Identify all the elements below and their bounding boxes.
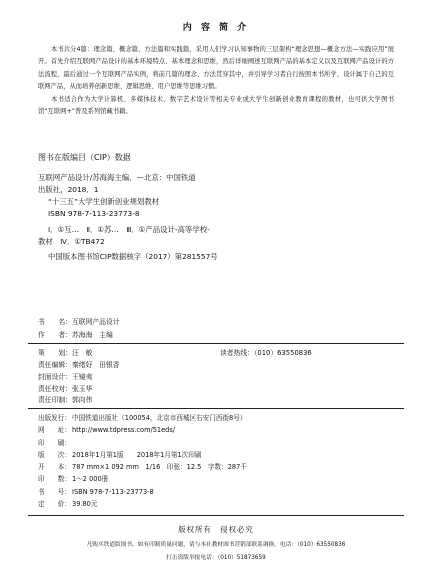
publishing-value: 787 mm×1 092 mm 1/16 印张：12.5 字数：287千 (72, 463, 247, 472)
print-manager-label: 责任印制： (38, 396, 72, 404)
cip-line: 中国版本图书馆CIP数据核字（2017）第281557号 (48, 252, 218, 262)
print-manager-value: 郭向伟 (72, 396, 93, 404)
cip-line: 出版社，2018．1 (38, 184, 99, 194)
publishing-label: 版 次： (38, 450, 71, 459)
cip-heading: 图书在版编目（CIP）数据 (38, 153, 131, 162)
publishing-row (38, 473, 408, 485)
editor-row (38, 361, 120, 370)
planner-label: 策 划： (38, 349, 72, 357)
publishing-label: 出版发行： (38, 414, 71, 422)
publishing-row (38, 424, 408, 436)
publishing-row (38, 486, 408, 498)
publishing-label: 开 本： (38, 463, 71, 472)
book-author-label: 作 者： (38, 331, 72, 339)
book-name-label: 书 名： (38, 318, 72, 326)
intro-paragraph-2: 本书适合作为大学计算机、多媒体技术、数字艺术设计等相关专业或大学生创新创业教育课程的教材，也可供大学图书馆“互联网+”普及系列馆藏书籍。 (38, 95, 394, 116)
editor-label: 责任编辑： (38, 361, 72, 369)
book-name-row (38, 318, 120, 327)
cover-design-label: 封面设计： (38, 373, 72, 381)
print-manager-row (38, 396, 92, 405)
divider (28, 515, 404, 516)
intro-paragraph-1: 本书共分4篇：理念篇、概念篇、方法篇和实践篇，采用人们学习认知事物的三层架构“理念思想—概念方法—实践应用”展开。首先介绍互联网产品设计的基本环境特点、基本理念和思维，然后详细阐述互联网产品的基本定义以及互联网产品设计的方法流程，最后通过一个互联网产品实例，将前几篇的理念、方法贯穿其中，并引导学习者自行按照本书所学，设计属于自己的互联网产品，从而培养创新思维、逻辑思维、用户思维等思维习惯。 (38, 46, 394, 91)
publishing-row (38, 412, 408, 424)
divider (28, 343, 404, 344)
publishing-row (38, 437, 408, 449)
publishing-row (38, 498, 408, 510)
book-author-value: 苏海海 主编 (72, 331, 113, 339)
divider (28, 408, 404, 409)
cip-line: “十三五”大学生创新创业规划教材 (48, 196, 160, 206)
publishing-label: 书 号： (38, 487, 71, 496)
publishing-row (38, 449, 408, 461)
publishing-value: 2018年1月第1版 2018年1月第1次印刷 (72, 450, 202, 459)
book-name-value: 互联网产品设计 (72, 318, 120, 326)
cip-line: 教材 Ⅳ．①TB472 (38, 236, 105, 246)
cover-design-value: 王镜夷 (72, 373, 93, 381)
editor-value: 秦绪好 田银香 (72, 361, 120, 369)
publishing-value: ISBN 978-7-113-23773-8 (72, 487, 154, 496)
website-link[interactable]: http://www.tdpress.com/51eds/ (72, 426, 176, 435)
planner-value: 汪 敏 (72, 349, 93, 357)
publishing-label: 定 价： (38, 500, 71, 509)
intro-title: 内 容 简 介 (182, 23, 250, 33)
cover-design-row (38, 373, 92, 382)
publishing-value: 1～2 000册 (72, 475, 109, 484)
reader-hotline: 读者热线：（010）63550836 (220, 349, 312, 357)
publishing-label: 印 刷： (38, 438, 71, 447)
proofreader-label: 责任校对： (38, 385, 72, 393)
publishing-info (38, 412, 408, 510)
cip-line: Ⅰ．①互… Ⅱ．①苏… Ⅲ．①产品设计-高等学校- (48, 224, 210, 234)
book-author-row (38, 331, 113, 340)
planner-row (38, 349, 92, 358)
copyright-title: 版权所有 侵权必究 (178, 525, 254, 534)
publishing-value: 中国铁道出版社（100054，北京市西城区右安门西街8号） (72, 414, 247, 422)
intro-section (38, 44, 394, 118)
cip-block (38, 172, 298, 263)
cip-line: 互联网产品设计/苏海海主编．—北京：中国铁道 (38, 173, 196, 182)
publishing-row (38, 461, 408, 473)
publishing-label: 印 数： (38, 475, 71, 484)
proofreader-row (38, 385, 92, 394)
piracy-hotline: 打击盗版举报电话：（010）51873659 (166, 555, 266, 561)
cip-line: ISBN 978-7-113-23773-8 (48, 208, 140, 218)
publishing-label: 网 址： (38, 426, 71, 435)
proofreader-value: 张玉华 (72, 385, 93, 393)
publishing-value: 39.80元 (72, 500, 98, 509)
copyright-notice: 凡购买铁道版图书，如有印制质量问题，请与本社教材图书营销部联系调换。电话：（010）63550836 (86, 542, 346, 548)
